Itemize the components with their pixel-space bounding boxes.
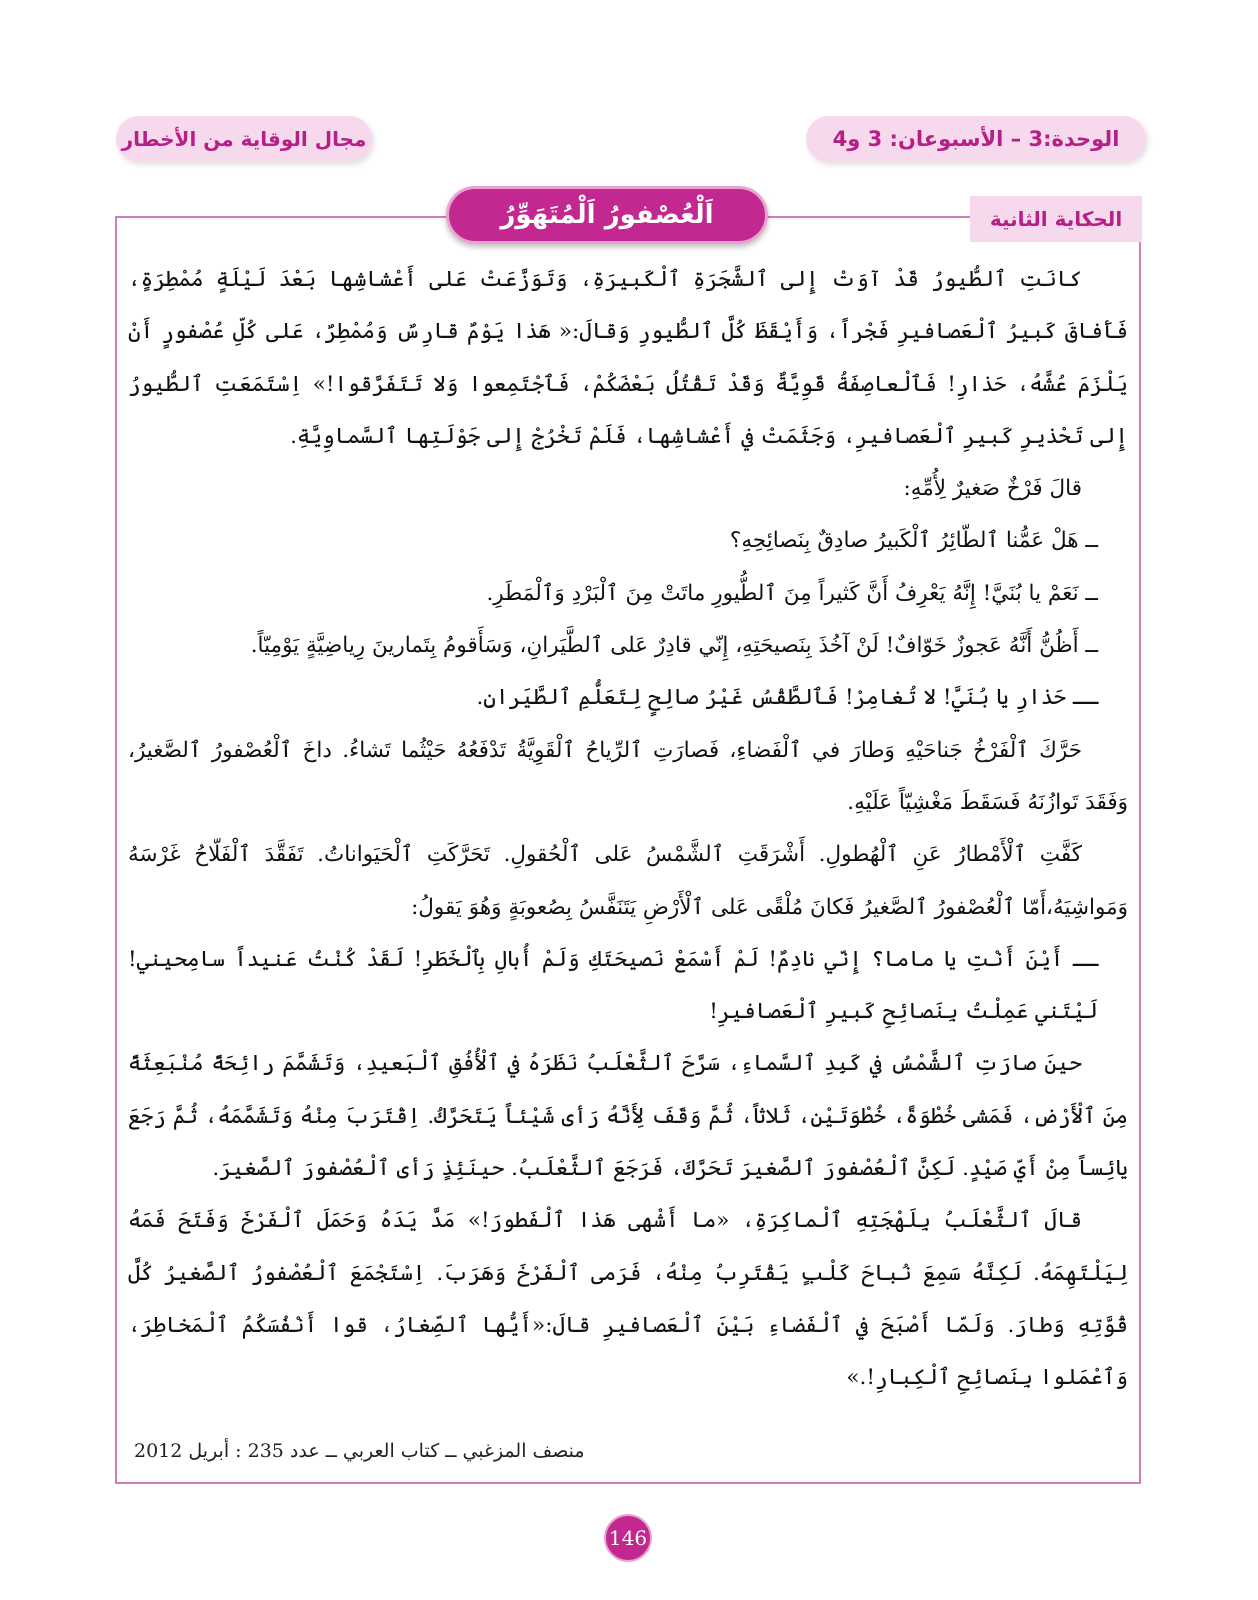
source-citation: منصف المزغبي ــ كتاب العربي ــ عدد 235 : أبريل 2012 [134,1440,585,1462]
paragraph: قالَ فَرْخٌ صَغيرٌ لِأُمِّهِ: [903,476,1082,502]
paragraph: حَرَّكَ ٱلْفَرْخُ جَناحَيْهِ وَطارَ في ٱلْفَضاءِ، فَصارَتِ ٱلرِّياحُ ٱلْقَوِيَّةُ تَدْفَعُهُ حَيْثُما تَشاءُ. داخَ ٱلْعُصْفورُ ٱلصَّغيرُ، وَفَقَدَ تَوازُنَهُ فَسَقَطَ مَغْشِيّاً عَلَيْهِ. [128,737,1128,815]
dialogue-line: ــ نَعَمْ يا بُنَيَّ! إِنَّهُ يَعْرِفُ أَنَّ كَثيراً مِنَ ٱلطُّيورِ ماتَتْ مِنَ ٱلْبَرْدِ وَٱلْمَطَرِ. [486,580,1098,606]
unit-week-label: الوحدة:3 – الأسبوعان: 3 و4 [806,116,1146,162]
dialogue-line: ــ أَظُنُّ أَنَّهُ عَجوزٌ خَوّافٌ! لَنْ آخُذَ بِنَصيحَتِهِ، إِنّي قادِرٌ عَلى ٱلطَّيَرانِ، وَسَأَقومُ بِتَمارينَ رِياضِيَّةٍ يَوْمِيّاً. [250,633,1098,659]
domain-label: مجال الوقاية من الأخطار [116,116,372,162]
story-tag: الحكاية الثانية [970,196,1142,242]
story-text [128,254,1128,1405]
page-number: 146 [604,1514,652,1562]
paragraph: قالَ ٱلثَّعْلَبُ بِلَهْجَتِهِ ٱلْماكِرَةِ، «ما أَشْهى هَذا ٱلْفَطورَ!» مَدَّ يَدَهُ وَحَمَلَ ٱلْفَرْخَ وَفَتَحَ فَمَهُ لِيَلْتَهِمَهُ. لَكِنَّهُ سَمِعَ نُباحَ كَلْبٍ يَقْتَرِبُ مِنْهُ، فَرَمى ٱلْفَرْخَ وَهَرَبَ. اِسْتَجْمَعَ ٱلْعُصْفورُ ٱلصَّغيرُ كُلَّ قُوَّتِهِ وَطارَ. وَلَمّا أَصْبَحَ في ٱلْفَضاءِ بَيْنَ ٱلْعَصافيرِ قالَ:«أَيُّها ٱلصِّغارُ، قوا أَنْفُسَكُمُ ٱلْمَخاطِرَ، وَٱعْمَلوا بِنَصائِحِ ٱلْكِبارِ!.» [128,1208,1128,1391]
dialogue-line: ــ هَلْ عَمُّنا ٱلطّائِرُ ٱلْكَبيرُ صادِقٌ بِنَصائِحِهِ؟ [729,528,1098,554]
paragraph: حينَ صارَتِ ٱلشَّمْسُ في كَبِدِ ٱلسَّماءِ، سَرَّحَ ٱلثَّعْلَبُ نَظَرَهُ في ٱلْأُفُقِ ٱلْبَعيدِ، وَتَشَمَّمَ رائِحَةً مُنْبَعِثَةً مِنَ ٱلْأَرْضِ، فَمَشى خُطْوَةً، خُطْوَتَيْنِ، ثَلاثاً، ثُمَّ وَقَفَ لِأَنَّهُ رَأى شَيْئاً يَتَحَرَّكُ. اِقْتَرَبَ مِنْهُ وَتَشَمَّمَهُ، ثُمَّ رَجَعَ يائِساً مِنْ أَيِّ صَيْدٍ. لَكِنَّ ٱلْعُصْفورَ ٱلصَّغيرَ تَحَرَّكَ، فَرَجَعَ ٱلثَّعْلَبُ. حينَئِذٍ رَأى ٱلْعُصْفورَ ٱلصَّغيرَ. [128,1051,1128,1182]
story-title: اَلْعُصْفورُ اَلْمُتَهَوِّرُ [446,186,768,244]
dialogue-line: ــ حَذارِ يا بُنَيَّ! لا تُغامِرْ! فَٱلطَّقْسُ غَيْرُ صالِحٍ لِتَعَلُّمِ ٱلطَّيَرانِ. [476,685,1098,711]
paragraph: كَفَّتِ ٱلْأَمْطارُ عَنِ ٱلْهُطولِ. أَشْرَقَتِ ٱلشَّمْسُ عَلى ٱلْحُقولِ. تَحَرَّكَتِ ٱلْحَيَواناتُ. تَفَقَّدَ ٱلْفَلّاحُ غَرْسَهُ وَمَواشِيَهُ،أَمّا ٱلْعُصْفورُ ٱلصَّغيرُ فَكانَ مُلْقًى عَلى ٱلْأَرْضِ يَتَنَفَّسُ بِصُعوبَةٍ وَهُوَ يَقولُ: [128,842,1128,920]
dialogue-line: ــ أَيْنَ أَنْتِ يا ماما؟ إِنّي نادِمٌ! لَمْ أَسْمَعْ نَصيحَتَكِ وَلَمْ أُبالِ بِٱلْخَطَرِ! لَقَدْ كُنْتُ عَنيداً سامِحيني! لَيْتَني عَمِلْتُ بِنَصائِحِ كَبيرِ ٱلْعَصافيرِ! [128,946,1098,1025]
paragraph: كانَتِ ٱلطُّيورُ قَدْ آوَتْ إِلى ٱلشَّجَرَةِ ٱلْكَبيرَةِ، وَتَوَزَّعَتْ عَلى أَعْشاشِها بَعْدَ لَيْلَةٍ مُمْطِرَةٍ، فَأَفاقَ كَبيرُ ٱلْعَصافيرِ فَجْراً، وَأَيْقَظَ كُلَّ ٱلطُّيورِ وَقالَ:« هَذا يَوْمٌ قارِسٌ وَمُمْطِرٌ، عَلى كُلِّ عُصْفورٍ أَنْ يَلْزَمَ عُشَّهُ، حَذارِ! فَٱلْعاصِفَةُ قَوِيَّةٌ وَقَدْ تَقْتُلُ بَعْضَكُمْ، فَٱجْتَمِعوا وَلا تَتَفَرَّقوا!» اِسْتَمَعَتِ ٱلطُّيورُ إِلى تَحْذيرِ كَبيرِ ٱلْعَصافيرِ، وَجَثَمَتْ في أَعْشاشِها، فَلَمْ تَخْرُجْ إِلى جَوْلَتِها ٱلسَّماوِيَّةِ. [128,267,1128,449]
